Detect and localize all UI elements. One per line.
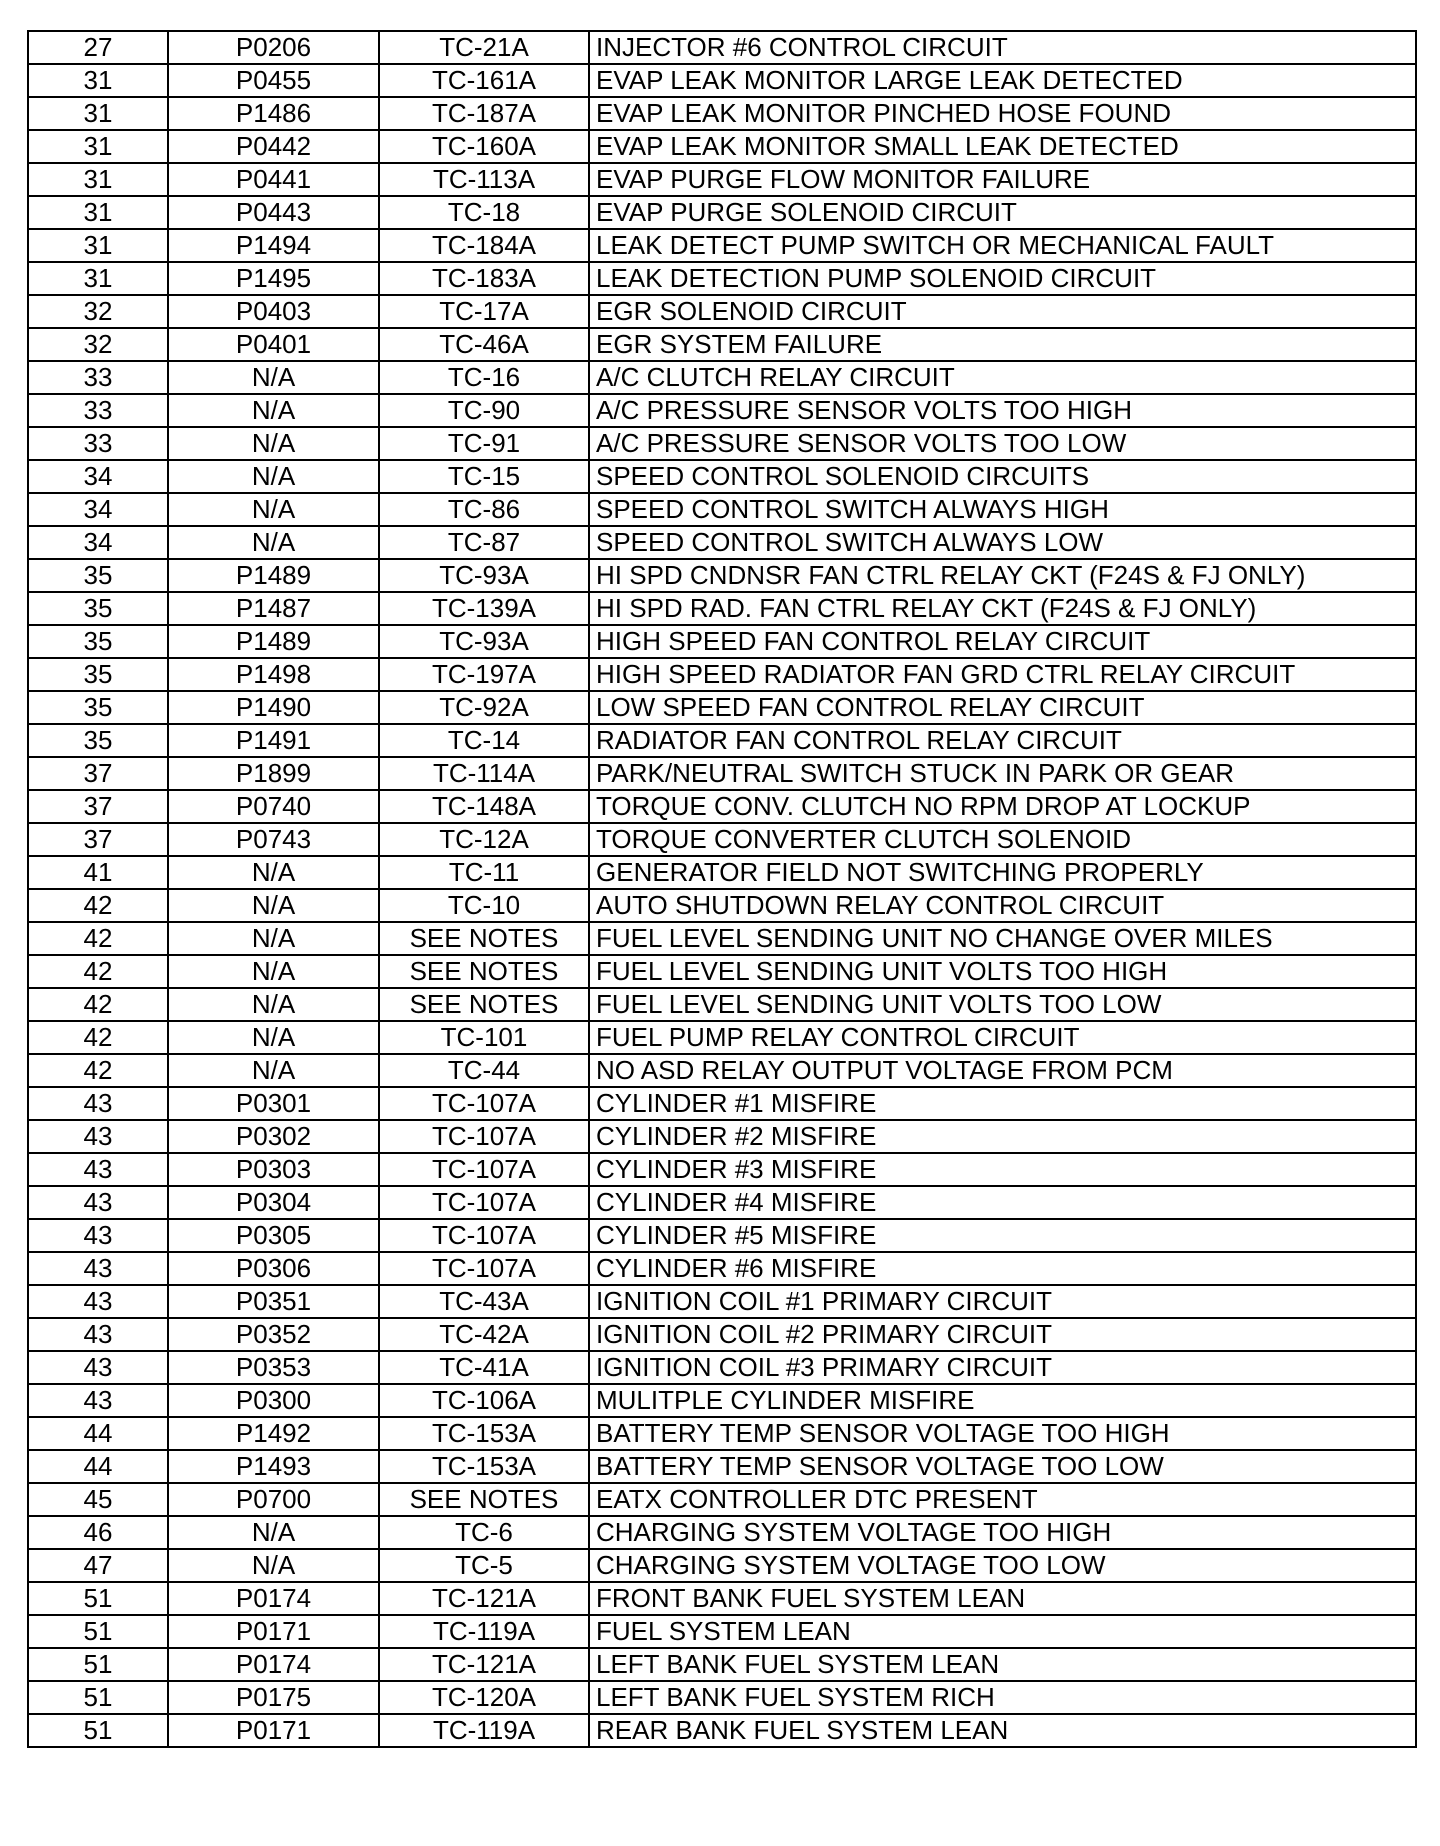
test-number-cell: TC-14: [379, 724, 589, 757]
flash-code-cell: 34: [28, 493, 168, 526]
flash-code-cell: 31: [28, 229, 168, 262]
description-cell: FUEL PUMP RELAY CONTROL CIRCUIT: [589, 1021, 1416, 1054]
flash-code-cell: 31: [28, 163, 168, 196]
test-number-cell: TC-107A: [379, 1120, 589, 1153]
flash-code-cell: 33: [28, 394, 168, 427]
table-row: [28, 658, 1416, 691]
flash-code-cell: 43: [28, 1153, 168, 1186]
table-row: [28, 1483, 1416, 1516]
table-row: [28, 691, 1416, 724]
test-number-cell: TC-17A: [379, 295, 589, 328]
table-row: [28, 790, 1416, 823]
description-cell: HI SPD CNDNSR FAN CTRL RELAY CKT (F24S & FJ ONLY): [589, 559, 1416, 592]
description-cell: REAR BANK FUEL SYSTEM LEAN: [589, 1714, 1416, 1747]
flash-code-cell: 37: [28, 823, 168, 856]
description-cell: AUTO SHUTDOWN RELAY CONTROL CIRCUIT: [589, 889, 1416, 922]
table-row: [28, 1219, 1416, 1252]
table-row: [28, 262, 1416, 295]
test-number-cell: TC-119A: [379, 1615, 589, 1648]
dtc-code-cell: P1494: [168, 229, 379, 262]
test-number-cell: TC-161A: [379, 64, 589, 97]
dtc-code-cell: P1487: [168, 592, 379, 625]
description-cell: EGR SYSTEM FAILURE: [589, 328, 1416, 361]
flash-code-cell: 32: [28, 295, 168, 328]
test-number-cell: TC-106A: [379, 1384, 589, 1417]
flash-code-cell: 43: [28, 1120, 168, 1153]
dtc-code-cell: P1498: [168, 658, 379, 691]
test-number-cell: TC-120A: [379, 1681, 589, 1714]
dtc-code-cell: P1493: [168, 1450, 379, 1483]
dtc-code-cell: P0351: [168, 1285, 379, 1318]
dtc-code-cell: N/A: [168, 361, 379, 394]
table-row: [28, 295, 1416, 328]
dtc-code-cell: P1899: [168, 757, 379, 790]
flash-code-cell: 37: [28, 757, 168, 790]
table-row: [28, 163, 1416, 196]
test-number-cell: SEE NOTES: [379, 1483, 589, 1516]
description-cell: PARK/NEUTRAL SWITCH STUCK IN PARK OR GEAR: [589, 757, 1416, 790]
description-cell: IGNITION COIL #1 PRIMARY CIRCUIT: [589, 1285, 1416, 1318]
test-number-cell: TC-12A: [379, 823, 589, 856]
dtc-code-cell: P1490: [168, 691, 379, 724]
test-number-cell: TC-5: [379, 1549, 589, 1582]
table-row: [28, 229, 1416, 262]
flash-code-cell: 42: [28, 889, 168, 922]
table-row: [28, 1615, 1416, 1648]
test-number-cell: TC-107A: [379, 1087, 589, 1120]
flash-code-cell: 31: [28, 130, 168, 163]
table-row: [28, 31, 1416, 64]
flash-code-cell: 47: [28, 1549, 168, 1582]
description-cell: FUEL LEVEL SENDING UNIT VOLTS TOO LOW: [589, 988, 1416, 1021]
table-row: [28, 1120, 1416, 1153]
description-cell: CYLINDER #1 MISFIRE: [589, 1087, 1416, 1120]
table-row: [28, 592, 1416, 625]
description-cell: MULITPLE CYLINDER MISFIRE: [589, 1384, 1416, 1417]
description-cell: A/C PRESSURE SENSOR VOLTS TOO HIGH: [589, 394, 1416, 427]
description-cell: BATTERY TEMP SENSOR VOLTAGE TOO LOW: [589, 1450, 1416, 1483]
test-number-cell: TC-121A: [379, 1648, 589, 1681]
dtc-code-cell: P0206: [168, 31, 379, 64]
table-row: [28, 1549, 1416, 1582]
flash-code-cell: 43: [28, 1384, 168, 1417]
test-number-cell: TC-121A: [379, 1582, 589, 1615]
dtc-code-cell: P1491: [168, 724, 379, 757]
description-cell: EATX CONTROLLER DTC PRESENT: [589, 1483, 1416, 1516]
table-row: [28, 823, 1416, 856]
flash-code-cell: 42: [28, 988, 168, 1021]
table-row: [28, 196, 1416, 229]
description-cell: A/C CLUTCH RELAY CIRCUIT: [589, 361, 1416, 394]
flash-code-cell: 44: [28, 1450, 168, 1483]
table-row: [28, 1681, 1416, 1714]
description-cell: CYLINDER #4 MISFIRE: [589, 1186, 1416, 1219]
test-number-cell: TC-197A: [379, 658, 589, 691]
description-cell: SPEED CONTROL SWITCH ALWAYS HIGH: [589, 493, 1416, 526]
table-row: [28, 757, 1416, 790]
description-cell: FUEL SYSTEM LEAN: [589, 1615, 1416, 1648]
flash-code-cell: 34: [28, 526, 168, 559]
dtc-code-cell: N/A: [168, 1021, 379, 1054]
flash-code-cell: 43: [28, 1186, 168, 1219]
flash-code-cell: 43: [28, 1252, 168, 1285]
dtc-code-cell: N/A: [168, 922, 379, 955]
dtc-code-cell: P0740: [168, 790, 379, 823]
table-row: [28, 889, 1416, 922]
dtc-code-cell: N/A: [168, 427, 379, 460]
dtc-code-cell: P0175: [168, 1681, 379, 1714]
dtc-code-cell: N/A: [168, 526, 379, 559]
test-number-cell: TC-139A: [379, 592, 589, 625]
flash-code-cell: 35: [28, 724, 168, 757]
description-cell: FRONT BANK FUEL SYSTEM LEAN: [589, 1582, 1416, 1615]
test-number-cell: SEE NOTES: [379, 922, 589, 955]
table-row: [28, 97, 1416, 130]
description-cell: LOW SPEED FAN CONTROL RELAY CIRCUIT: [589, 691, 1416, 724]
description-cell: EVAP LEAK MONITOR PINCHED HOSE FOUND: [589, 97, 1416, 130]
table-row: [28, 1516, 1416, 1549]
description-cell: INJECTOR #6 CONTROL CIRCUIT: [589, 31, 1416, 64]
description-cell: CHARGING SYSTEM VOLTAGE TOO LOW: [589, 1549, 1416, 1582]
table-row: [28, 130, 1416, 163]
flash-code-cell: 31: [28, 64, 168, 97]
description-cell: TORQUE CONV. CLUTCH NO RPM DROP AT LOCKUP: [589, 790, 1416, 823]
dtc-table: [27, 30, 1417, 1748]
dtc-code-cell: P0443: [168, 196, 379, 229]
dtc-code-cell: P0174: [168, 1582, 379, 1615]
dtc-code-cell: N/A: [168, 889, 379, 922]
description-cell: NO ASD RELAY OUTPUT VOLTAGE FROM PCM: [589, 1054, 1416, 1087]
test-number-cell: TC-184A: [379, 229, 589, 262]
table-row: [28, 1021, 1416, 1054]
flash-code-cell: 51: [28, 1615, 168, 1648]
table-row: [28, 64, 1416, 97]
table-row: [28, 1384, 1416, 1417]
dtc-code-cell: P0455: [168, 64, 379, 97]
table-row: [28, 1648, 1416, 1681]
description-cell: EVAP LEAK MONITOR LARGE LEAK DETECTED: [589, 64, 1416, 97]
dtc-code-cell: P1486: [168, 97, 379, 130]
dtc-code-cell: N/A: [168, 1516, 379, 1549]
table-row: [28, 1318, 1416, 1351]
description-cell: GENERATOR FIELD NOT SWITCHING PROPERLY: [589, 856, 1416, 889]
test-number-cell: TC-92A: [379, 691, 589, 724]
dtc-code-cell: P0171: [168, 1615, 379, 1648]
table-row: [28, 955, 1416, 988]
test-number-cell: TC-90: [379, 394, 589, 427]
test-number-cell: TC-107A: [379, 1252, 589, 1285]
test-number-cell: TC-86: [379, 493, 589, 526]
description-cell: EVAP LEAK MONITOR SMALL LEAK DETECTED: [589, 130, 1416, 163]
test-number-cell: TC-187A: [379, 97, 589, 130]
flash-code-cell: 42: [28, 922, 168, 955]
flash-code-cell: 35: [28, 625, 168, 658]
test-number-cell: TC-10: [379, 889, 589, 922]
description-cell: BATTERY TEMP SENSOR VOLTAGE TOO HIGH: [589, 1417, 1416, 1450]
table-row: [28, 724, 1416, 757]
description-cell: LEFT BANK FUEL SYSTEM RICH: [589, 1681, 1416, 1714]
table-row: [28, 1153, 1416, 1186]
test-number-cell: TC-148A: [379, 790, 589, 823]
test-number-cell: TC-107A: [379, 1186, 589, 1219]
flash-code-cell: 35: [28, 559, 168, 592]
flash-code-cell: 51: [28, 1681, 168, 1714]
table-row: [28, 1252, 1416, 1285]
dtc-code-cell: N/A: [168, 1549, 379, 1582]
test-number-cell: TC-107A: [379, 1153, 589, 1186]
table-row: [28, 1417, 1416, 1450]
table-row: [28, 1582, 1416, 1615]
description-cell: CYLINDER #3 MISFIRE: [589, 1153, 1416, 1186]
flash-code-cell: 35: [28, 658, 168, 691]
dtc-table-body: [28, 31, 1416, 1747]
test-number-cell: TC-119A: [379, 1714, 589, 1747]
flash-code-cell: 43: [28, 1285, 168, 1318]
test-number-cell: TC-18: [379, 196, 589, 229]
flash-code-cell: 45: [28, 1483, 168, 1516]
table-row: [28, 526, 1416, 559]
flash-code-cell: 46: [28, 1516, 168, 1549]
test-number-cell: TC-113A: [379, 163, 589, 196]
dtc-code-cell: P1489: [168, 559, 379, 592]
test-number-cell: TC-183A: [379, 262, 589, 295]
flash-code-cell: 42: [28, 1054, 168, 1087]
flash-code-cell: 51: [28, 1582, 168, 1615]
test-number-cell: TC-107A: [379, 1219, 589, 1252]
flash-code-cell: 33: [28, 427, 168, 460]
description-cell: LEAK DETECT PUMP SWITCH OR MECHANICAL FAULT: [589, 229, 1416, 262]
dtc-code-cell: P0171: [168, 1714, 379, 1747]
table-row: [28, 559, 1416, 592]
dtc-code-cell: P0305: [168, 1219, 379, 1252]
description-cell: LEAK DETECTION PUMP SOLENOID CIRCUIT: [589, 262, 1416, 295]
description-cell: A/C PRESSURE SENSOR VOLTS TOO LOW: [589, 427, 1416, 460]
dtc-code-cell: P0304: [168, 1186, 379, 1219]
description-cell: EVAP PURGE SOLENOID CIRCUIT: [589, 196, 1416, 229]
dtc-code-cell: N/A: [168, 493, 379, 526]
description-cell: SPEED CONTROL SWITCH ALWAYS LOW: [589, 526, 1416, 559]
test-number-cell: TC-41A: [379, 1351, 589, 1384]
dtc-code-cell: N/A: [168, 856, 379, 889]
description-cell: EVAP PURGE FLOW MONITOR FAILURE: [589, 163, 1416, 196]
description-cell: HIGH SPEED FAN CONTROL RELAY CIRCUIT: [589, 625, 1416, 658]
description-cell: HIGH SPEED RADIATOR FAN GRD CTRL RELAY CIRCUIT: [589, 658, 1416, 691]
test-number-cell: SEE NOTES: [379, 955, 589, 988]
flash-code-cell: 31: [28, 97, 168, 130]
dtc-code-cell: N/A: [168, 988, 379, 1021]
test-number-cell: TC-44: [379, 1054, 589, 1087]
test-number-cell: TC-11: [379, 856, 589, 889]
description-cell: CYLINDER #2 MISFIRE: [589, 1120, 1416, 1153]
dtc-code-cell: P0303: [168, 1153, 379, 1186]
flash-code-cell: 43: [28, 1318, 168, 1351]
flash-code-cell: 44: [28, 1417, 168, 1450]
flash-code-cell: 41: [28, 856, 168, 889]
dtc-code-cell: P0403: [168, 295, 379, 328]
description-cell: TORQUE CONVERTER CLUTCH SOLENOID: [589, 823, 1416, 856]
test-number-cell: TC-114A: [379, 757, 589, 790]
test-number-cell: TC-87: [379, 526, 589, 559]
test-number-cell: TC-42A: [379, 1318, 589, 1351]
dtc-code-cell: N/A: [168, 394, 379, 427]
flash-code-cell: 35: [28, 691, 168, 724]
test-number-cell: TC-21A: [379, 31, 589, 64]
test-number-cell: TC-101: [379, 1021, 589, 1054]
description-cell: CYLINDER #5 MISFIRE: [589, 1219, 1416, 1252]
dtc-code-cell: P0174: [168, 1648, 379, 1681]
table-row: [28, 1351, 1416, 1384]
description-cell: SPEED CONTROL SOLENOID CIRCUITS: [589, 460, 1416, 493]
table-row: [28, 1714, 1416, 1747]
flash-code-cell: 31: [28, 262, 168, 295]
dtc-code-cell: P0301: [168, 1087, 379, 1120]
test-number-cell: TC-46A: [379, 328, 589, 361]
table-row: [28, 625, 1416, 658]
description-cell: LEFT BANK FUEL SYSTEM LEAN: [589, 1648, 1416, 1681]
table-row: [28, 460, 1416, 493]
flash-code-cell: 33: [28, 361, 168, 394]
table-row: [28, 922, 1416, 955]
flash-code-cell: 43: [28, 1351, 168, 1384]
dtc-code-cell: P0352: [168, 1318, 379, 1351]
description-cell: IGNITION COIL #3 PRIMARY CIRCUIT: [589, 1351, 1416, 1384]
dtc-code-cell: P0700: [168, 1483, 379, 1516]
table-row: [28, 1450, 1416, 1483]
table-row: [28, 1285, 1416, 1318]
description-cell: HI SPD RAD. FAN CTRL RELAY CKT (F24S & FJ ONLY): [589, 592, 1416, 625]
flash-code-cell: 43: [28, 1219, 168, 1252]
table-row: [28, 856, 1416, 889]
flash-code-cell: 37: [28, 790, 168, 823]
dtc-code-cell: P1492: [168, 1417, 379, 1450]
test-number-cell: TC-43A: [379, 1285, 589, 1318]
description-cell: FUEL LEVEL SENDING UNIT VOLTS TOO HIGH: [589, 955, 1416, 988]
description-cell: CYLINDER #6 MISFIRE: [589, 1252, 1416, 1285]
description-cell: FUEL LEVEL SENDING UNIT NO CHANGE OVER MILES: [589, 922, 1416, 955]
dtc-code-cell: N/A: [168, 460, 379, 493]
dtc-code-cell: P0306: [168, 1252, 379, 1285]
test-number-cell: TC-6: [379, 1516, 589, 1549]
table-row: [28, 361, 1416, 394]
dtc-code-cell: P1495: [168, 262, 379, 295]
flash-code-cell: 51: [28, 1714, 168, 1747]
flash-code-cell: 43: [28, 1087, 168, 1120]
table-row: [28, 988, 1416, 1021]
flash-code-cell: 51: [28, 1648, 168, 1681]
test-number-cell: SEE NOTES: [379, 988, 589, 1021]
dtc-code-cell: P0442: [168, 130, 379, 163]
flash-code-cell: 34: [28, 460, 168, 493]
test-number-cell: TC-153A: [379, 1417, 589, 1450]
flash-code-cell: 42: [28, 1021, 168, 1054]
test-number-cell: TC-15: [379, 460, 589, 493]
test-number-cell: TC-16: [379, 361, 589, 394]
dtc-code-cell: P0401: [168, 328, 379, 361]
dtc-code-cell: P1489: [168, 625, 379, 658]
flash-code-cell: 31: [28, 196, 168, 229]
test-number-cell: TC-93A: [379, 559, 589, 592]
dtc-code-cell: N/A: [168, 1054, 379, 1087]
test-number-cell: TC-160A: [379, 130, 589, 163]
table-row: [28, 1186, 1416, 1219]
test-number-cell: TC-93A: [379, 625, 589, 658]
table-row: [28, 328, 1416, 361]
dtc-code-cell: P0300: [168, 1384, 379, 1417]
flash-code-cell: 35: [28, 592, 168, 625]
description-cell: RADIATOR FAN CONTROL RELAY CIRCUIT: [589, 724, 1416, 757]
dtc-code-cell: P0302: [168, 1120, 379, 1153]
dtc-code-cell: N/A: [168, 955, 379, 988]
table-row: [28, 427, 1416, 460]
flash-code-cell: 32: [28, 328, 168, 361]
table-row: [28, 493, 1416, 526]
description-cell: EGR SOLENOID CIRCUIT: [589, 295, 1416, 328]
dtc-code-cell: P0353: [168, 1351, 379, 1384]
description-cell: IGNITION COIL #2 PRIMARY CIRCUIT: [589, 1318, 1416, 1351]
flash-code-cell: 42: [28, 955, 168, 988]
dtc-code-cell: P0743: [168, 823, 379, 856]
test-number-cell: TC-153A: [379, 1450, 589, 1483]
table-row: [28, 1054, 1416, 1087]
test-number-cell: TC-91: [379, 427, 589, 460]
table-row: [28, 1087, 1416, 1120]
flash-code-cell: 27: [28, 31, 168, 64]
table-row: [28, 394, 1416, 427]
dtc-code-cell: P0441: [168, 163, 379, 196]
description-cell: CHARGING SYSTEM VOLTAGE TOO HIGH: [589, 1516, 1416, 1549]
